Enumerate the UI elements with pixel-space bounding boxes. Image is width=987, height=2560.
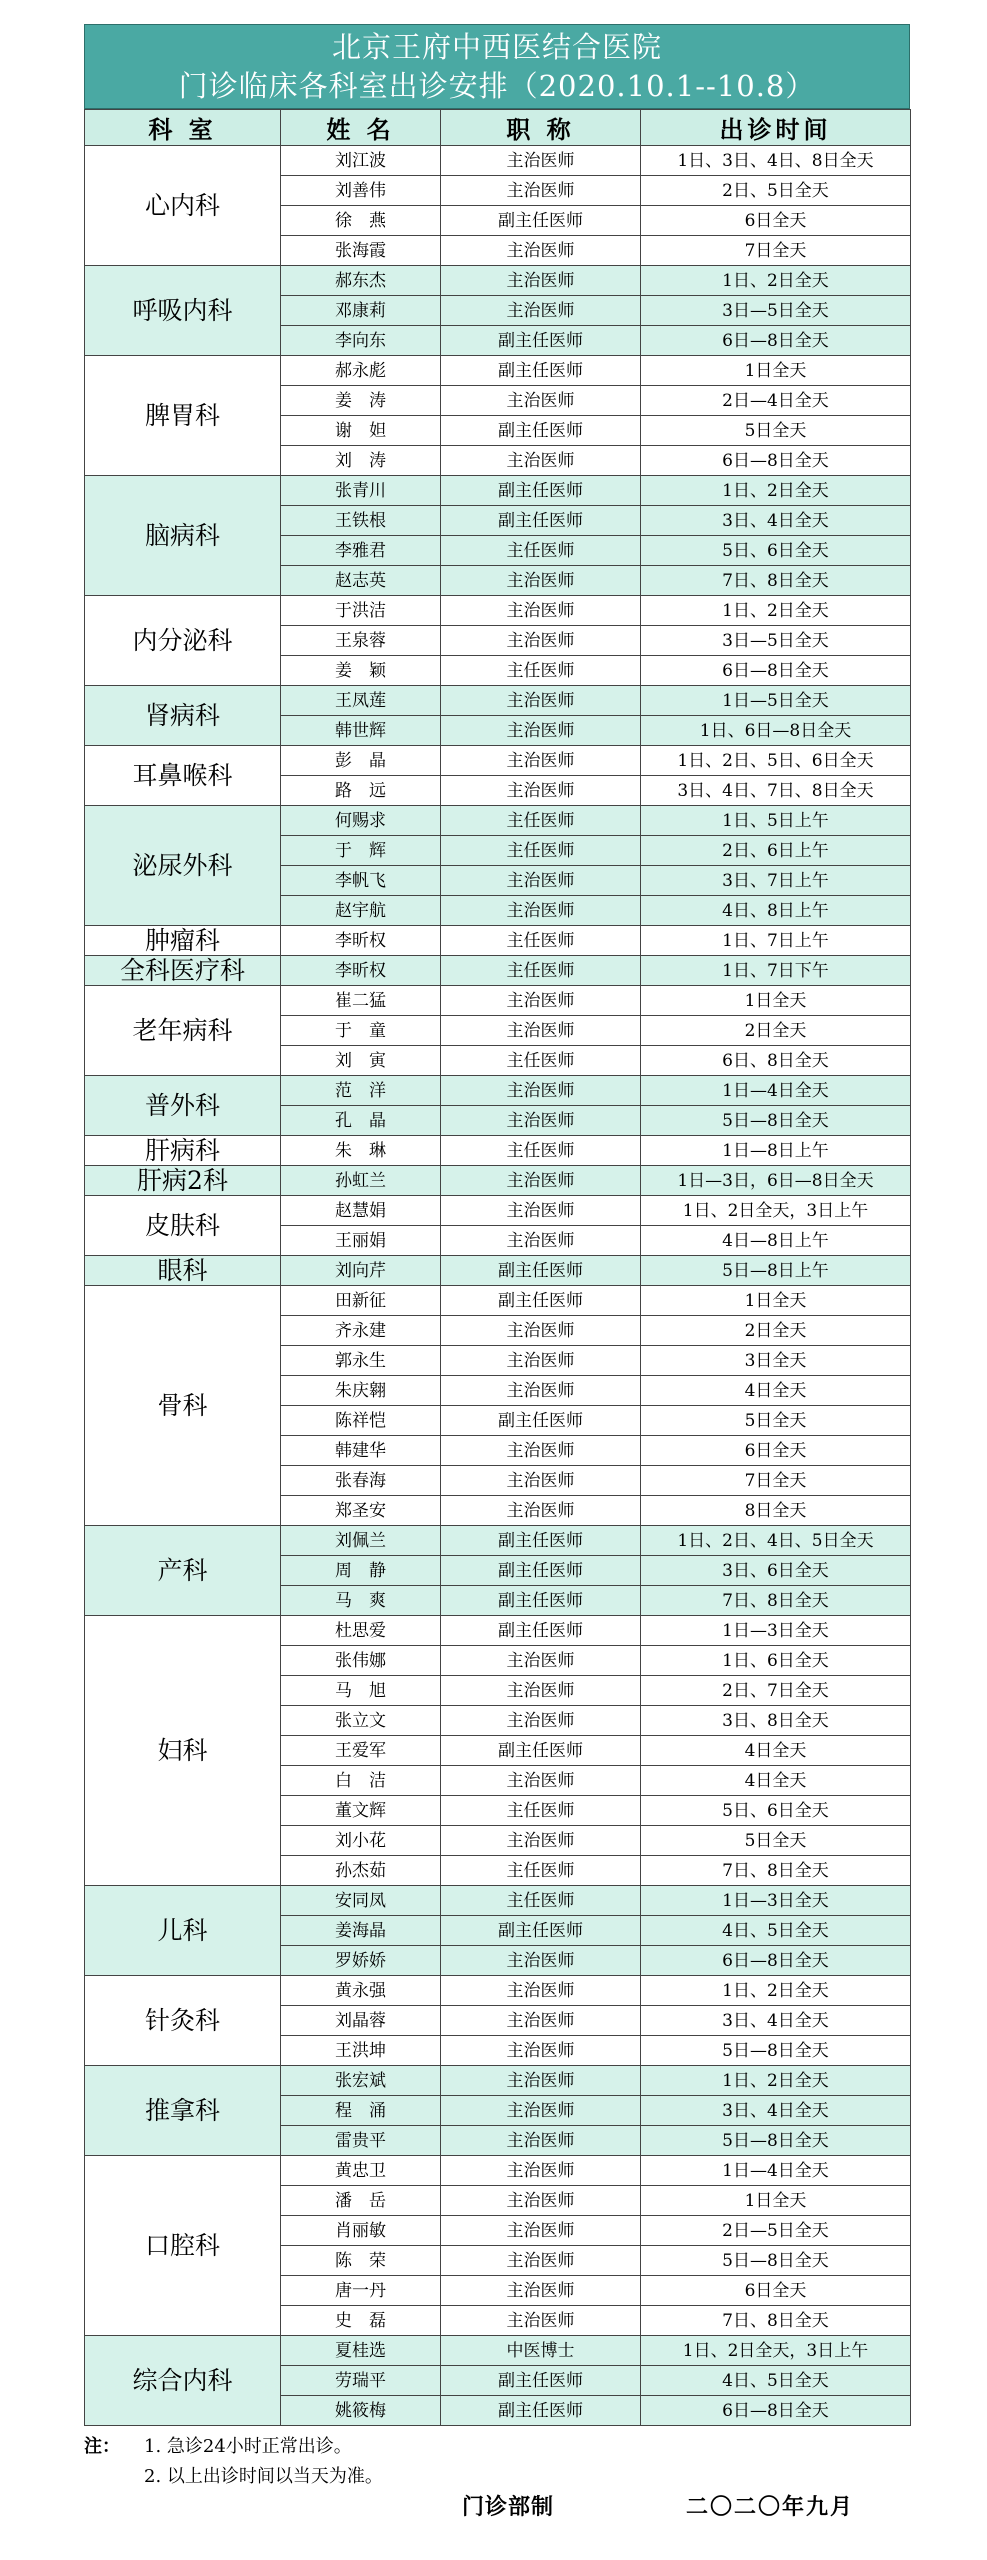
department-cell: 口腔科 <box>85 2156 281 2336</box>
doctor-title-cell: 主治医师 <box>441 776 641 806</box>
doctor-name-cell: 赵志英 <box>281 566 441 596</box>
schedule-time-cell: 2日—5日全天 <box>641 2216 911 2246</box>
doctor-title-cell: 主治医师 <box>441 1316 641 1346</box>
table-row <box>85 956 911 986</box>
doctor-title-cell: 主治医师 <box>441 2276 641 2306</box>
doctor-name-cell: 刘 寅 <box>281 1046 441 1076</box>
doctor-name-cell: 崔二猛 <box>281 986 441 1016</box>
doctor-title-cell: 主任医师 <box>441 656 641 686</box>
schedule-time-cell: 1日、3日、4日、8日全天 <box>641 146 911 176</box>
doctor-name-cell: 李向东 <box>281 326 441 356</box>
doctor-title-cell: 主治医师 <box>441 1376 641 1406</box>
table-row <box>85 1526 911 1556</box>
doctor-name-cell: 于洪洁 <box>281 596 441 626</box>
table-row <box>85 1166 911 1196</box>
doctor-title-cell: 主任医师 <box>441 1046 641 1076</box>
doctor-name-cell: 彭 晶 <box>281 746 441 776</box>
doctor-name-cell: 刘晶蓉 <box>281 2006 441 2036</box>
department-cell: 妇科 <box>85 1616 281 1886</box>
schedule-time-cell: 1日、7日上午 <box>641 926 911 956</box>
doctor-name-cell: 张海霞 <box>281 236 441 266</box>
schedule-time-cell: 6日—8日全天 <box>641 1946 911 1976</box>
doctor-title-cell: 主治医师 <box>441 596 641 626</box>
doctor-name-cell: 白 洁 <box>281 1766 441 1796</box>
department-cell: 脾胃科 <box>85 356 281 476</box>
doctor-name-cell: 赵宇航 <box>281 896 441 926</box>
schedule-time-cell: 6日、8日全天 <box>641 1046 911 1076</box>
doctor-name-cell: 唐一丹 <box>281 2276 441 2306</box>
doctor-name-cell: 张立文 <box>281 1706 441 1736</box>
doctor-name-cell: 王丽娟 <box>281 1226 441 1256</box>
doctor-name-cell: 杜思爱 <box>281 1616 441 1646</box>
schedule-time-cell: 3日、4日全天 <box>641 2006 911 2036</box>
doctor-title-cell: 主治医师 <box>441 896 641 926</box>
doctor-title-cell: 副主任医师 <box>441 2396 641 2426</box>
doctor-title-cell: 主治医师 <box>441 1436 641 1466</box>
schedule-time-cell: 7日、8日全天 <box>641 2306 911 2336</box>
doctor-title-cell: 副主任医师 <box>441 1406 641 1436</box>
schedule-time-cell: 5日—8日全天 <box>641 2036 911 2066</box>
doctor-name-cell: 孙杰茹 <box>281 1856 441 1886</box>
doctor-name-cell: 路 远 <box>281 776 441 806</box>
schedule-table <box>84 109 911 2426</box>
doctor-title-cell: 副主任医师 <box>441 506 641 536</box>
schedule-time-cell: 5日全天 <box>641 1406 911 1436</box>
department-cell: 全科医疗科 <box>85 956 281 986</box>
doctor-name-cell: 朱庆翱 <box>281 1376 441 1406</box>
doctor-name-cell: 郝东杰 <box>281 266 441 296</box>
schedule-time-cell: 6日全天 <box>641 1436 911 1466</box>
doctor-name-cell: 刘 涛 <box>281 446 441 476</box>
doctor-name-cell: 齐永建 <box>281 1316 441 1346</box>
doctor-name-cell: 邓康莉 <box>281 296 441 326</box>
table-row <box>85 1136 911 1166</box>
doctor-title-cell: 副主任医师 <box>441 2366 641 2396</box>
schedule-time-cell: 3日—5日全天 <box>641 296 911 326</box>
department-cell: 肾病科 <box>85 686 281 746</box>
doctor-title-cell: 主任医师 <box>441 1856 641 1886</box>
doctor-title-cell: 主治医师 <box>441 1976 641 2006</box>
department-cell: 产科 <box>85 1526 281 1616</box>
schedule-time-cell: 3日、4日全天 <box>641 2096 911 2126</box>
doctor-name-cell: 黄永强 <box>281 1976 441 2006</box>
department-cell: 耳鼻喉科 <box>85 746 281 806</box>
doctor-title-cell: 主治医师 <box>441 1646 641 1676</box>
doctor-name-cell: 陈祥恺 <box>281 1406 441 1436</box>
doctor-title-cell: 主任医师 <box>441 1886 641 1916</box>
schedule-time-cell: 2日全天 <box>641 1016 911 1046</box>
table-row <box>85 1886 911 1916</box>
schedule-time-cell: 1日、2日全天 <box>641 476 911 506</box>
schedule-time-cell: 1日—3日全天 <box>641 1886 911 1916</box>
schedule-time-cell: 4日全天 <box>641 1736 911 1766</box>
schedule-time-cell: 2日全天 <box>641 1316 911 1346</box>
doctor-name-cell: 安同凤 <box>281 1886 441 1916</box>
doctor-name-cell: 刘向芹 <box>281 1256 441 1286</box>
doctor-name-cell: 雷贵平 <box>281 2126 441 2156</box>
doctor-title-cell: 主治医师 <box>441 1946 641 1976</box>
schedule-time-cell: 6日—8日全天 <box>641 656 911 686</box>
doctor-name-cell: 李昕权 <box>281 956 441 986</box>
doctor-name-cell: 马 爽 <box>281 1586 441 1616</box>
schedule-time-cell: 4日、5日全天 <box>641 1916 911 1946</box>
department-cell: 心内科 <box>85 146 281 266</box>
doctor-name-cell: 谢 妲 <box>281 416 441 446</box>
schedule-time-cell: 7日、8日全天 <box>641 566 911 596</box>
doctor-title-cell: 主治医师 <box>441 296 641 326</box>
doctor-title-cell: 主治医师 <box>441 566 641 596</box>
table-row <box>85 686 911 716</box>
schedule-subtitle: 门诊临床各科室出诊安排（2020.10.1--10.8） <box>178 69 816 103</box>
doctor-name-cell: 劳瑞平 <box>281 2366 441 2396</box>
schedule-time-cell: 6日全天 <box>641 206 911 236</box>
doctor-name-cell: 王爱军 <box>281 1736 441 1766</box>
doctor-title-cell: 主治医师 <box>441 1196 641 1226</box>
doctor-name-cell: 王泉蓉 <box>281 626 441 656</box>
page-header <box>84 24 910 109</box>
doctor-title-cell: 主任医师 <box>441 956 641 986</box>
schedule-time-cell: 4日、5日全天 <box>641 2366 911 2396</box>
doctor-name-cell: 于 童 <box>281 1016 441 1046</box>
doctor-name-cell: 陈 荣 <box>281 2246 441 2276</box>
doctor-name-cell: 孙虹兰 <box>281 1166 441 1196</box>
footer-date: 二〇二〇年九月 <box>686 2494 855 2520</box>
schedule-time-cell: 7日全天 <box>641 1466 911 1496</box>
doctor-name-cell: 朱 琳 <box>281 1136 441 1166</box>
department-cell: 普外科 <box>85 1076 281 1136</box>
doctor-name-cell: 刘小花 <box>281 1826 441 1856</box>
schedule-time-cell: 5日、6日全天 <box>641 536 911 566</box>
schedule-time-cell: 3日、4日、7日、8日全天 <box>641 776 911 806</box>
doctor-name-cell: 李雅君 <box>281 536 441 566</box>
doctor-title-cell: 主治医师 <box>441 2186 641 2216</box>
doctor-name-cell: 孔 晶 <box>281 1106 441 1136</box>
table-row <box>85 1196 911 1226</box>
doctor-name-cell: 韩世辉 <box>281 716 441 746</box>
doctor-name-cell: 王洪坤 <box>281 2036 441 2066</box>
doctor-title-cell: 副主任医师 <box>441 1556 641 1586</box>
doctor-name-cell: 徐 燕 <box>281 206 441 236</box>
doctor-title-cell: 主治医师 <box>441 1346 641 1376</box>
doctor-title-cell: 主治医师 <box>441 2156 641 2186</box>
schedule-time-cell: 8日全天 <box>641 1496 911 1526</box>
schedule-time-cell: 1日全天 <box>641 356 911 386</box>
doctor-title-cell: 主治医师 <box>441 1496 641 1526</box>
column-header-time: 出诊时间 <box>641 110 911 146</box>
schedule-time-cell: 3日、7日上午 <box>641 866 911 896</box>
schedule-time-cell: 4日、8日上午 <box>641 896 911 926</box>
doctor-title-cell: 副主任医师 <box>441 476 641 506</box>
department-cell: 综合内科 <box>85 2336 281 2426</box>
doctor-name-cell: 张青川 <box>281 476 441 506</box>
department-cell: 老年病科 <box>85 986 281 1076</box>
doctor-name-cell: 刘江波 <box>281 146 441 176</box>
doctor-name-cell: 姚筱梅 <box>281 2396 441 2426</box>
schedule-body <box>85 146 911 2426</box>
doctor-title-cell: 主治医师 <box>441 1226 641 1256</box>
table-row <box>85 746 911 776</box>
department-cell: 皮肤科 <box>85 1196 281 1256</box>
schedule-time-cell: 4日全天 <box>641 1376 911 1406</box>
department-cell: 针灸科 <box>85 1976 281 2066</box>
doctor-title-cell: 主治医师 <box>441 1166 641 1196</box>
schedule-time-cell: 1日全天 <box>641 986 911 1016</box>
doctor-name-cell: 姜 涛 <box>281 386 441 416</box>
table-row <box>85 2336 911 2366</box>
table-row <box>85 596 911 626</box>
doctor-title-cell: 主治医师 <box>441 446 641 476</box>
table-row <box>85 2156 911 2186</box>
doctor-name-cell: 范 洋 <box>281 1076 441 1106</box>
doctor-title-cell: 主任医师 <box>441 536 641 566</box>
doctor-title-cell: 副主任医师 <box>441 1286 641 1316</box>
schedule-time-cell: 1日、2日全天，3日上午 <box>641 2336 911 2366</box>
doctor-name-cell: 罗娇娇 <box>281 1946 441 1976</box>
doctor-title-cell: 主治医师 <box>441 986 641 1016</box>
note-item: 2. 以上出诊时间以当天为准。 <box>144 2466 383 2487</box>
schedule-time-cell: 6日—8日全天 <box>641 326 911 356</box>
hospital-title: 北京王府中西医结合医院 <box>331 30 662 64</box>
doctor-title-cell: 副主任医师 <box>441 416 641 446</box>
table-row <box>85 356 911 386</box>
column-header-department: 科 室 <box>85 110 281 146</box>
doctor-name-cell: 马 旭 <box>281 1676 441 1706</box>
doctor-name-cell: 赵慧娟 <box>281 1196 441 1226</box>
schedule-time-cell: 3日、8日全天 <box>641 1706 911 1736</box>
doctor-name-cell: 于 辉 <box>281 836 441 866</box>
doctor-title-cell: 主治医师 <box>441 2066 641 2096</box>
doctor-name-cell: 张伟娜 <box>281 1646 441 1676</box>
schedule-time-cell: 1日、2日全天 <box>641 266 911 296</box>
department-cell: 推拿科 <box>85 2066 281 2156</box>
doctor-title-cell: 副主任医师 <box>441 1616 641 1646</box>
schedule-time-cell: 1日—8日上午 <box>641 1136 911 1166</box>
doctor-title-cell: 主治医师 <box>441 266 641 296</box>
table-row <box>85 986 911 1016</box>
schedule-time-cell: 1日、6日全天 <box>641 1646 911 1676</box>
doctor-title-cell: 主任医师 <box>441 1796 641 1826</box>
doctor-title-cell: 主治医师 <box>441 1766 641 1796</box>
doctor-name-cell: 程 涌 <box>281 2096 441 2126</box>
schedule-time-cell: 7日、8日全天 <box>641 1586 911 1616</box>
notes-label: 注： <box>84 2436 120 2457</box>
schedule-time-cell: 4日—8日上午 <box>641 1226 911 1256</box>
doctor-title-cell: 主治医师 <box>441 2306 641 2336</box>
doctor-name-cell: 郭永生 <box>281 1346 441 1376</box>
column-header-title: 职 称 <box>441 110 641 146</box>
doctor-title-cell: 主治医师 <box>441 716 641 746</box>
schedule-time-cell: 5日—8日全天 <box>641 1106 911 1136</box>
schedule-time-cell: 3日全天 <box>641 1346 911 1376</box>
doctor-title-cell: 主治医师 <box>441 2006 641 2036</box>
doctor-title-cell: 主治医师 <box>441 626 641 656</box>
table-row <box>85 1286 911 1316</box>
doctor-name-cell: 董文辉 <box>281 1796 441 1826</box>
schedule-time-cell: 1日、5日上午 <box>641 806 911 836</box>
schedule-time-cell: 5日、6日全天 <box>641 1796 911 1826</box>
department-cell: 脑病科 <box>85 476 281 596</box>
schedule-time-cell: 3日—5日全天 <box>641 626 911 656</box>
doctor-name-cell: 张春海 <box>281 1466 441 1496</box>
footer-department: 门诊部制 <box>462 2494 555 2520</box>
doctor-title-cell: 主治医师 <box>441 2096 641 2126</box>
schedule-time-cell: 3日、4日全天 <box>641 506 911 536</box>
doctor-title-cell: 主治医师 <box>441 2036 641 2066</box>
table-row <box>85 2066 911 2096</box>
doctor-name-cell: 姜 颖 <box>281 656 441 686</box>
department-cell: 肿瘤科 <box>85 926 281 956</box>
doctor-title-cell: 主治医师 <box>441 236 641 266</box>
doctor-title-cell: 副主任医师 <box>441 1526 641 1556</box>
table-row <box>85 1076 911 1106</box>
doctor-title-cell: 主治医师 <box>441 386 641 416</box>
department-cell: 呼吸内科 <box>85 266 281 356</box>
doctor-name-cell: 王铁根 <box>281 506 441 536</box>
schedule-time-cell: 2日、7日全天 <box>641 1676 911 1706</box>
doctor-name-cell: 刘善伟 <box>281 176 441 206</box>
doctor-title-cell: 副主任医师 <box>441 206 641 236</box>
doctor-title-cell: 副主任医师 <box>441 356 641 386</box>
doctor-name-cell: 黄忠卫 <box>281 2156 441 2186</box>
schedule-time-cell: 1日、2日、5日、6日全天 <box>641 746 911 776</box>
schedule-time-cell: 5日—8日上午 <box>641 1256 911 1286</box>
doctor-name-cell: 姜海晶 <box>281 1916 441 1946</box>
schedule-time-cell: 5日全天 <box>641 1826 911 1856</box>
table-row <box>85 926 911 956</box>
doctor-title-cell: 主治医师 <box>441 1706 641 1736</box>
schedule-time-cell: 7日、8日全天 <box>641 1856 911 1886</box>
doctor-title-cell: 中医博士 <box>441 2336 641 2366</box>
table-row <box>85 1976 911 2006</box>
department-cell: 骨科 <box>85 1286 281 1526</box>
doctor-title-cell: 副主任医师 <box>441 1586 641 1616</box>
doctor-name-cell: 李帆飞 <box>281 866 441 896</box>
doctor-title-cell: 主治医师 <box>441 686 641 716</box>
department-cell: 肝病科 <box>85 1136 281 1166</box>
schedule-time-cell: 1日—4日全天 <box>641 1076 911 1106</box>
table-row <box>85 266 911 296</box>
schedule-time-cell: 2日、5日全天 <box>641 176 911 206</box>
doctor-name-cell: 王凤莲 <box>281 686 441 716</box>
schedule-time-cell: 6日—8日全天 <box>641 446 911 476</box>
doctor-title-cell: 主治医师 <box>441 2126 641 2156</box>
doctor-title-cell: 主治医师 <box>441 866 641 896</box>
schedule-time-cell: 1日全天 <box>641 1286 911 1316</box>
column-header-row <box>85 110 911 146</box>
doctor-name-cell: 李昕权 <box>281 926 441 956</box>
department-cell: 肝病2科 <box>85 1166 281 1196</box>
doctor-title-cell: 主治医师 <box>441 746 641 776</box>
schedule-time-cell: 5日—8日全天 <box>641 2246 911 2276</box>
doctor-name-cell: 韩建华 <box>281 1436 441 1466</box>
doctor-title-cell: 副主任医师 <box>441 1916 641 1946</box>
schedule-time-cell: 1日、6日—8日全天 <box>641 716 911 746</box>
doctor-name-cell: 郝永彪 <box>281 356 441 386</box>
schedule-time-cell: 1日、2日全天，3日上午 <box>641 1196 911 1226</box>
schedule-time-cell: 1日、2日全天 <box>641 1976 911 2006</box>
doctor-title-cell: 副主任医师 <box>441 1736 641 1766</box>
doctor-name-cell: 田新征 <box>281 1286 441 1316</box>
schedule-time-cell: 1日、2日全天 <box>641 2066 911 2096</box>
table-row <box>85 806 911 836</box>
note-item: 1. 急诊24小时正常出诊。 <box>144 2436 352 2457</box>
doctor-title-cell: 主治医师 <box>441 2246 641 2276</box>
doctor-name-cell: 周 静 <box>281 1556 441 1586</box>
doctor-name-cell: 郑圣安 <box>281 1496 441 1526</box>
schedule-time-cell: 5日—8日全天 <box>641 2126 911 2156</box>
table-row <box>85 1616 911 1646</box>
department-cell: 儿科 <box>85 1886 281 1976</box>
doctor-name-cell: 夏桂选 <box>281 2336 441 2366</box>
doctor-title-cell: 主任医师 <box>441 926 641 956</box>
doctor-title-cell: 主治医师 <box>441 1076 641 1106</box>
department-cell: 泌尿外科 <box>85 806 281 926</box>
doctor-title-cell: 主任医师 <box>441 806 641 836</box>
schedule-time-cell: 1日—5日全天 <box>641 686 911 716</box>
table-row <box>85 476 911 506</box>
table-row <box>85 1256 911 1286</box>
schedule-time-cell: 1日、2日全天 <box>641 596 911 626</box>
column-header-name: 姓 名 <box>281 110 441 146</box>
schedule-time-cell: 5日全天 <box>641 416 911 446</box>
doctor-name-cell: 肖丽敏 <box>281 2216 441 2246</box>
schedule-time-cell: 6日—8日全天 <box>641 2396 911 2426</box>
doctor-name-cell: 潘 岳 <box>281 2186 441 2216</box>
doctor-title-cell: 主治医师 <box>441 2216 641 2246</box>
doctor-name-cell: 何赐求 <box>281 806 441 836</box>
schedule-time-cell: 1日—3日全天 <box>641 1616 911 1646</box>
schedule-time-cell: 1日全天 <box>641 2186 911 2216</box>
table-row <box>85 146 911 176</box>
schedule-time-cell: 2日—4日全天 <box>641 386 911 416</box>
schedule-time-cell: 1日—4日全天 <box>641 2156 911 2186</box>
doctor-title-cell: 副主任医师 <box>441 326 641 356</box>
schedule-time-cell: 6日全天 <box>641 2276 911 2306</box>
doctor-title-cell: 副主任医师 <box>441 1256 641 1286</box>
department-cell: 眼科 <box>85 1256 281 1286</box>
doctor-name-cell: 史 磊 <box>281 2306 441 2336</box>
doctor-name-cell: 刘佩兰 <box>281 1526 441 1556</box>
doctor-title-cell: 主治医师 <box>441 1466 641 1496</box>
schedule-time-cell: 1日、7日下午 <box>641 956 911 986</box>
schedule-time-cell: 1日、2日、4日、5日全天 <box>641 1526 911 1556</box>
department-cell: 内分泌科 <box>85 596 281 686</box>
schedule-time-cell: 2日、6日上午 <box>641 836 911 866</box>
doctor-title-cell: 主治医师 <box>441 176 641 206</box>
doctor-title-cell: 主治医师 <box>441 146 641 176</box>
doctor-title-cell: 主任医师 <box>441 836 641 866</box>
schedule-time-cell: 7日全天 <box>641 236 911 266</box>
schedule-time-cell: 3日、6日全天 <box>641 1556 911 1586</box>
schedule-time-cell: 1日—3日，6日—8日全天 <box>641 1166 911 1196</box>
schedule-time-cell: 4日全天 <box>641 1766 911 1796</box>
doctor-name-cell: 张宏斌 <box>281 2066 441 2096</box>
doctor-title-cell: 主治医师 <box>441 1676 641 1706</box>
doctor-title-cell: 主治医师 <box>441 1106 641 1136</box>
doctor-title-cell: 主治医师 <box>441 1016 641 1046</box>
doctor-title-cell: 主任医师 <box>441 1136 641 1166</box>
doctor-title-cell: 主治医师 <box>441 1826 641 1856</box>
